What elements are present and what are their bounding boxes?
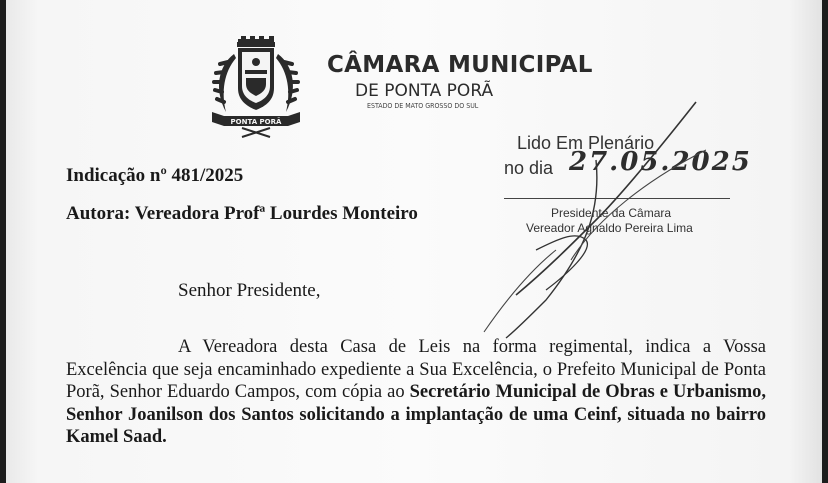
org-city: DE PONTA PORÃ xyxy=(355,81,494,101)
stamp-president-name: Vereador Agnaldo Pereira Lima xyxy=(526,221,693,235)
stamp-day-label: no dia xyxy=(504,158,554,178)
document-author: Autora: Vereadora Profª Lourdes Monteiro xyxy=(66,203,418,224)
document-reference: Indicação nº 481/2025 xyxy=(66,165,244,186)
org-state: ESTADO DE MATO GROSSO DO SUL xyxy=(367,102,479,110)
org-name: CÂMARA MUNICIPAL xyxy=(327,52,593,78)
body-text-normal: A Vereadora desta Casa de Leis na forma regimental, indica a Vossa Excelência que seja encaminhado expediente a Sua Excelência, o Prefeito Municipal de Ponta Porã, Senhor Eduardo Campos, com cópia ao xyxy=(66,337,766,402)
stamp-president-title: Presidente da Câmara xyxy=(551,206,672,220)
stamp-handwritten-date: 27.05.2025 xyxy=(569,147,752,177)
svg-text:PONTA PORÃ: PONTA PORÃ xyxy=(230,118,282,126)
municipal-crest-icon xyxy=(204,32,308,138)
stamp-rule xyxy=(504,198,730,199)
document-page xyxy=(6,0,822,483)
body-text-bold: Secretário Municipal de Obras e Urbanismo, Senhor Joanilson dos Santos solicitando a implantação de uma Ceinf, situada no bairro Kamel Saad. xyxy=(66,382,766,447)
stamp-read-label: Lido Em Plenário xyxy=(517,133,655,153)
body-paragraph xyxy=(66,336,766,449)
salutation: Senhor Presidente, xyxy=(178,280,321,301)
